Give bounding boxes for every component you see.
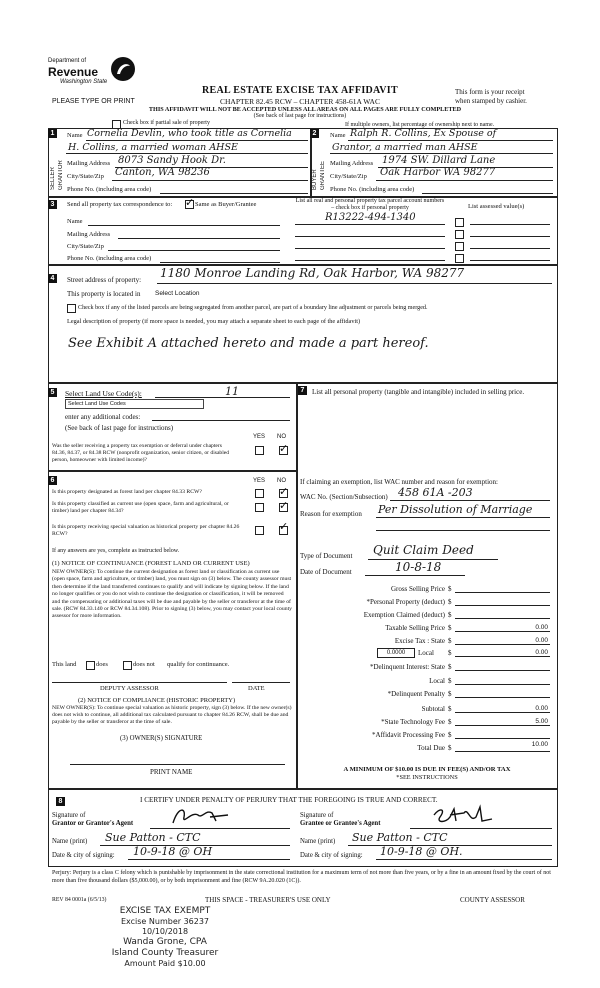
- delinquent-state-dollar: $: [448, 663, 452, 671]
- seller-city-line: [112, 180, 308, 181]
- grantee-sig-label-1: Signature of: [300, 812, 334, 819]
- same-as-buyer-label: Same as Buyer/Grantee: [195, 201, 257, 208]
- see-instructions: *SEE INSTRUCTIONS: [396, 774, 458, 781]
- grantee-name-label: Name (print): [300, 838, 336, 845]
- section-3-badge: 3: [48, 200, 57, 209]
- assessed-line-4: [470, 260, 550, 261]
- receipt-line-1: This form is your receipt: [455, 88, 525, 96]
- doc-date-label: Date of Document: [300, 568, 352, 576]
- deputy-assessor-line: [52, 682, 227, 683]
- buyer-city[interactable]: Oak Harbor WA 98277: [380, 167, 496, 178]
- delinquent-penalty-line: [455, 697, 550, 698]
- affidavit-fee-line: [455, 738, 550, 739]
- does-not-checkbox[interactable]: [123, 661, 132, 670]
- excise-state-dollar: $: [448, 637, 452, 645]
- buyer-city-label: City/State/Zip: [330, 173, 367, 180]
- owner-signature-label: (3) OWNER(S) SIGNATURE: [120, 735, 203, 742]
- correspondence-mailing-label: Mailing Address: [67, 231, 111, 238]
- buyer-city-line: [376, 180, 553, 181]
- print-name-line: [70, 764, 285, 765]
- form-revision: REV 84 0001a (6/5/13): [52, 897, 107, 903]
- section6-no-header: NO: [277, 478, 286, 484]
- county-assessor: COUNTY ASSESSOR: [460, 896, 525, 904]
- seller-name-line-2: [66, 153, 308, 154]
- subtotal-dollar: $: [448, 705, 452, 713]
- grantor-name[interactable]: Sue Patton - CTC: [105, 831, 201, 844]
- grantee-signature-line: [410, 828, 552, 829]
- forest-no-checkbox[interactable]: ✓: [279, 486, 289, 498]
- excise-state-line: [455, 644, 550, 645]
- logo-dept: Department of: [48, 58, 87, 64]
- located-in-label: This property is located in: [67, 290, 141, 298]
- grantor-signature-line: [150, 828, 290, 829]
- stamp-line-1: EXCISE TAX EXEMPT: [119, 906, 211, 916]
- total-due-label: Total Due: [417, 744, 445, 752]
- correspondence-phone-line: [160, 262, 280, 263]
- assessor-date-label: DATE: [248, 685, 265, 692]
- notice-compliance-title: (2) NOTICE OF COMPLIANCE (HISTORIC PROPERTY): [78, 697, 236, 704]
- assessed-line-2: [470, 236, 550, 237]
- does-checkbox[interactable]: [86, 661, 95, 670]
- parcel-1-personal-checkbox[interactable]: [455, 218, 464, 227]
- exemption-deduct-label: Exemption Claimed (deduct): [363, 611, 445, 619]
- stamp-line-5: Island County Treasurer: [111, 948, 219, 958]
- wac-line: [390, 500, 550, 501]
- grantee-side-label: GRANTEE: [320, 160, 326, 190]
- grantee-signature[interactable]: [430, 803, 500, 831]
- logo-state: Washington State: [60, 79, 108, 85]
- exemption-yes-checkbox[interactable]: [255, 446, 264, 455]
- exemption-question: Was the seller receiving a property tax exemption or deferral under chapters 84.36, 84.37, or 84.38 RCW (nonprofit organization, senior citizen, or disabled person, homeowner with limited income)?: [52, 443, 230, 463]
- certify-statement: I CERTIFY UNDER PENALTY OF PERJURY THAT THE FOREGOING IS TRUE AND CORRECT.: [140, 796, 438, 804]
- land-use-value[interactable]: 11: [225, 385, 239, 398]
- buyer-name-label: Name: [330, 132, 346, 139]
- doc-date-line: [365, 575, 465, 576]
- buyer-side-label: BUYER: [312, 169, 318, 190]
- notice-continuance-title: (1) NOTICE OF CONTINUANCE (FOREST LAND OR CURRENT USE): [52, 560, 250, 567]
- parcel-line-3: [295, 248, 445, 249]
- section-5-badge: 5: [48, 388, 57, 397]
- excise-state-label: Excise Tax : State: [394, 637, 445, 645]
- section-8-badge: 8: [56, 797, 65, 806]
- forest-question: Is this property designated as forest land per chapter 84.33 RCW?: [52, 489, 202, 495]
- subtotal-label: Subtotal: [421, 705, 445, 713]
- taxable-label: Taxable Selling Price: [385, 624, 445, 632]
- delinquent-state-line: [455, 670, 550, 671]
- assessed-header: List assessed value(s): [468, 203, 525, 210]
- grantor-signature-drawing: [168, 805, 238, 829]
- form-warning: THIS AFFIDAVIT WILL NOT BE ACCEPTED UNLESS ALL AREAS ON ALL PAGES ARE FULLY COMPLETED: [148, 106, 462, 113]
- delinquent-penalty-label: *Delinquent Penalty: [387, 690, 445, 698]
- street-address[interactable]: 1180 Monroe Landing Rd, Oak Harbor, WA 98277: [160, 266, 465, 280]
- delinquent-penalty-dollar: $: [448, 690, 452, 698]
- stamp-line-3: 10/10/2018: [141, 927, 189, 936]
- seller-phone-line: [160, 193, 308, 194]
- minimum-notice: A MINIMUM OF $10.00 IS DUE IN FEE(S) AND/OR TAX: [343, 766, 511, 773]
- affidavit-fee-dollar: $: [448, 731, 452, 739]
- delinquent-local-dollar: $: [448, 677, 452, 685]
- grantor-name-label: Name (print): [52, 838, 88, 845]
- form-title: REAL ESTATE EXCISE TAX AFFIDAVIT: [202, 85, 398, 96]
- current-use-no-checkbox[interactable]: ✓: [279, 500, 289, 512]
- seller-name-line: [86, 140, 308, 141]
- seller-city-label: City/State/Zip: [67, 173, 104, 180]
- tech-fee-line: [455, 725, 550, 726]
- street-address-label: Street address of property:: [67, 276, 142, 284]
- correspondence-phone-label: Phone No. (including area code): [67, 255, 152, 262]
- section6-yes-header: YES: [253, 478, 266, 484]
- legal-description-label: Legal description of property (if more space is needed, you may attach a separate sheet to each page of the affidavit): [67, 318, 361, 325]
- legal-description[interactable]: See Exhibit A attached hereto and made a part hereof.: [68, 336, 429, 351]
- land-use-select[interactable]: Select Land Use Codes: [65, 399, 204, 409]
- assessor-date-line: [232, 682, 290, 683]
- location-select[interactable]: Select Location: [155, 290, 200, 297]
- parcel-3-personal-checkbox[interactable]: [455, 242, 464, 251]
- personal-line: [455, 605, 550, 606]
- buyer-phone-line: [422, 193, 553, 194]
- local-dollar: $: [448, 649, 452, 657]
- partial-sale-label: Check box if partial sale of property: [123, 120, 210, 126]
- reason-line: [376, 517, 550, 518]
- local-value: 0.00: [535, 649, 548, 656]
- total-due-value: 10.00: [531, 741, 548, 748]
- correspondence-city-line: [108, 250, 280, 251]
- parcel-4-personal-checkbox[interactable]: [455, 254, 464, 263]
- grantee-name[interactable]: Sue Patton - CTC: [352, 831, 448, 844]
- treasurer-use: THIS SPACE - TREASURER'S USE ONLY: [205, 896, 331, 904]
- reason-label: Reason for exemption: [300, 510, 362, 518]
- current-use-yes-checkbox[interactable]: [255, 503, 264, 512]
- seller-side-label: SELLER: [50, 166, 56, 190]
- section-1-badge: 1: [48, 129, 57, 138]
- land-use-label: Select Land Use Code(s):: [65, 389, 142, 398]
- segregated-checkbox[interactable]: [67, 304, 76, 313]
- wac-value[interactable]: 458 61A -203: [398, 486, 473, 499]
- gross-dollar: $: [448, 585, 452, 593]
- personal-property-label: List all personal property (tangible and intangible) included in selling price.: [312, 388, 525, 396]
- personal-dollar: $: [448, 598, 452, 606]
- taxable-value: 0.00: [535, 624, 548, 631]
- print-name-label: PRINT NAME: [150, 768, 193, 776]
- assessed-line-3: [470, 248, 550, 249]
- local-rate-field[interactable]: 0.0000: [377, 648, 415, 658]
- does-not-label: does not: [133, 661, 155, 668]
- seller-phone-label: Phone No. (including area code): [67, 186, 152, 193]
- see-back-instructions: (See back of last page for instructions): [253, 113, 347, 119]
- receipt-line-2: when stamped by cashier.: [455, 97, 527, 105]
- historic-no-checkbox[interactable]: ✓: [279, 521, 289, 533]
- section-4-badge: 4: [48, 274, 57, 283]
- section-2-badge: 2: [310, 129, 319, 138]
- parcel-header: List all real and personal property tax parcel account numbers – check box if personal property: [295, 198, 445, 211]
- parcel-2-personal-checkbox[interactable]: [455, 230, 464, 239]
- forest-yes-checkbox[interactable]: [255, 489, 264, 498]
- exemption-dollar: $: [448, 611, 452, 619]
- buyer-mailing-label: Mailing Address: [330, 160, 374, 167]
- personal-deduct-label: *Personal Property (deduct): [366, 598, 445, 606]
- doc-type-value[interactable]: Quit Claim Deed: [373, 543, 474, 557]
- correspondence-city-label: City/State/Zip: [67, 243, 104, 250]
- parcel-line-2: [295, 236, 445, 237]
- revenue-logo: [48, 58, 138, 94]
- buyer-mailing[interactable]: 1974 SW. Dillard Lane: [382, 155, 496, 166]
- grantee-signature-drawing: [430, 803, 500, 829]
- subtotal-line: [455, 712, 550, 713]
- tech-fee-dollar: $: [448, 718, 452, 726]
- if-yes-instructions: If any answers are yes, complete as instructed below.: [52, 548, 180, 554]
- local-label: Local: [418, 649, 434, 657]
- land-use-line: [155, 397, 290, 398]
- local-line: [455, 656, 550, 657]
- subtotal-value: 0.00: [535, 705, 548, 712]
- this-land-label: This land: [52, 661, 77, 668]
- buyer-name-line2[interactable]: Grantor, a married man AHSE: [332, 142, 478, 153]
- seller-mailing-label: Mailing Address: [67, 160, 111, 167]
- parcel-number[interactable]: R13222-494-1340: [325, 212, 416, 223]
- taxable-dollar: $: [448, 624, 452, 632]
- grantor-date-line: [128, 859, 290, 860]
- additional-codes-line: [152, 420, 290, 421]
- delinquent-local-line: [455, 684, 550, 685]
- section5-see-back: (See back of last page for instructions): [65, 424, 174, 432]
- additional-codes-label: enter any additional codes:: [65, 413, 141, 421]
- grantee-date[interactable]: 10-9-18 @ OH.: [380, 845, 463, 858]
- historic-question: Is this property receiving special valuation as historical property per chapter 84.26 RCW?: [52, 524, 240, 537]
- reason-value[interactable]: Per Dissolution of Marriage: [378, 503, 533, 516]
- assessed-line-1: [470, 224, 550, 225]
- seller-mailing[interactable]: 8073 Sandy Hook Dr.: [118, 155, 226, 166]
- stamp-line-6: Amount Paid $10.00: [124, 959, 206, 968]
- wac-label: WAC No. (Section/Subsection): [300, 493, 388, 501]
- correspondence-mailing-line: [118, 238, 280, 239]
- seller-name-line2[interactable]: H. Collins, a married woman AHSE: [68, 142, 238, 153]
- section5-yes-header: YES: [253, 434, 266, 440]
- seller-name-line1[interactable]: Cornelia Devlin, who took title as Cornelia: [87, 128, 292, 139]
- notice-compliance-body: NEW OWNER(S): To continue special valuation as historic property, sign (3) below. If the new owner(s) does not wish to continue, all additional tax calculated pursuant to chapter 84.26 RCW, shall be due and payable by the seller or transferor at the time of sale.: [52, 705, 292, 726]
- total-due-line: [455, 751, 550, 752]
- grantor-sig-label-1: Signature of: [52, 812, 86, 819]
- grantee-date-line: [376, 859, 552, 860]
- does-label: does: [96, 661, 108, 668]
- tech-fee-label: *State Technology Fee: [381, 718, 445, 726]
- doc-date-value[interactable]: 10-8-18: [395, 560, 442, 574]
- historic-yes-checkbox[interactable]: [255, 526, 264, 535]
- delinquent-local-label: Local: [429, 677, 445, 685]
- correspondence-name-label: Name: [67, 218, 83, 225]
- stamp-line-4: Wanda Grone, CPA: [123, 937, 207, 947]
- excise-state-value: 0.00: [535, 637, 548, 644]
- buyer-name-line1[interactable]: Ralph R. Collins, Ex Spouse of: [350, 128, 497, 139]
- buyer-name-line-2: [330, 153, 553, 154]
- tech-fee-value: 5.00: [535, 718, 548, 725]
- section-6-badge: 6: [48, 476, 57, 485]
- send-correspondence-label: Send all property tax correspondence to:: [67, 201, 173, 208]
- exemption-claim-label: If claiming an exemption, list WAC number and reason for exemption:: [300, 478, 498, 486]
- buyer-phone-label: Phone No. (including area code): [330, 186, 415, 193]
- street-address-line: [157, 283, 552, 284]
- grantor-side-label: GRANTOR: [58, 160, 64, 190]
- form-chapter: CHAPTER 82.45 RCW – CHAPTER 458-61A WAC: [220, 97, 380, 106]
- section-6: [48, 470, 298, 790]
- seller-city[interactable]: Canton, WA 98236: [115, 167, 210, 178]
- revenue-logo-icon: [110, 56, 136, 82]
- exemption-no-checkbox[interactable]: ✓: [279, 443, 289, 455]
- gross-price-label: Gross Selling Price: [390, 585, 445, 593]
- grantor-sig-label-2: Grantor or Grantor's Agent: [52, 820, 134, 827]
- exemption-line: [455, 618, 550, 619]
- notice-continuance-body: NEW OWNER(S): To continue the current designation as forest land or classification as current use (open space, farm and agriculture, or timber) land, you must sign on (3) below. The county assessor must then determine if the land transferred continues to qualify and will indicate by signing below. If the land no longer qualifies or you do not wish to continue the designation or classification, it will be removed and the compensating or additional taxes will be due and payable by the seller or transferor at the time of sale. (RCW 84.33.140 or RCW 84.34.108). Prior to signing (3) below, you may contact your local county assessor for more information.: [52, 569, 292, 620]
- grantee-date-label: Date & city of signing:: [300, 852, 363, 859]
- taxable-line: [455, 631, 550, 632]
- same-as-buyer-checkbox[interactable]: ✓: [185, 197, 195, 209]
- current-use-question: Is this property classified as current use (open space, farm and agricultural, or timber) land per chapter 84.34?: [52, 501, 229, 514]
- stamp-line-2: Excise Number 36237: [120, 917, 210, 926]
- section5-no-header: NO: [277, 434, 286, 440]
- please-type: PLEASE TYPE OR PRINT: [52, 98, 135, 105]
- parcel-line-1: [295, 224, 445, 225]
- buyer-name-line: [348, 140, 553, 141]
- delinquent-state-label: *Delinquent Interest: State: [369, 663, 445, 671]
- multiple-owners-note: If multiple owners, list percentage of ownership next to name.: [345, 122, 495, 128]
- doc-type-label: Type of Document: [300, 552, 353, 560]
- grantor-date[interactable]: 10-9-18 @ OH: [133, 845, 213, 858]
- total-due-dollar: $: [448, 744, 452, 752]
- seller-name-label: Name: [67, 132, 83, 139]
- parcel-line-4: [295, 260, 445, 261]
- qualify-label: qualify for continuance.: [167, 661, 230, 668]
- logo-name: Revenue: [48, 65, 99, 79]
- section-7-badge: 7: [298, 386, 307, 395]
- grantee-sig-label-2: Grantee or Grantee's Agent: [300, 820, 381, 827]
- reason-line-2: [376, 530, 550, 531]
- grantor-date-label: Date & city of signing:: [52, 852, 115, 859]
- correspondence-name-line: [88, 225, 280, 226]
- gross-line: [455, 592, 550, 593]
- segregated-label: Check box if any of the listed parcels are being segregated from another parcel, are part of a boundary line adjustment or parcels being merged.: [78, 305, 428, 311]
- affidavit-fee-label: *Affidavit Processing Fee: [372, 731, 445, 739]
- perjury-notice: Perjury: Perjury is a class C felony which is punishable by imprisonment in the state correctional institution for a maximum term of not more than five years, or by a fine in an amount fixed by the court of not more than five thousand dollars ($5,000.00), or by both imprisonment and fine (RCW 9A.20.020 (1C)).: [52, 870, 551, 884]
- deputy-assessor-label: DEPUTY ASSESSOR: [100, 685, 159, 692]
